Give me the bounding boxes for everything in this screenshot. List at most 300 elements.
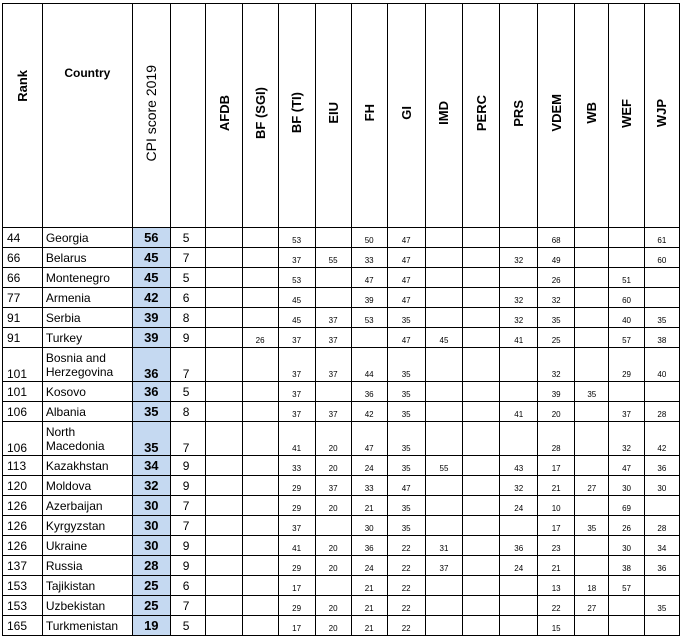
country-cell: Georgia bbox=[42, 228, 132, 248]
source-score-cell bbox=[500, 348, 538, 382]
cpi-score-cell: 32 bbox=[132, 476, 170, 496]
header-rank: Rank bbox=[3, 4, 43, 228]
cpi-score-cell: 34 bbox=[132, 456, 170, 476]
source-score-cell: 29 bbox=[278, 556, 315, 576]
header-source-wef: WEF bbox=[609, 4, 644, 228]
country-cell: Kosovo bbox=[42, 382, 132, 402]
source-score-cell bbox=[242, 248, 278, 268]
source-score-cell: 37 bbox=[278, 328, 315, 348]
source-score-cell: 39 bbox=[538, 382, 575, 402]
source-score-cell: 35 bbox=[387, 348, 425, 382]
table-row bbox=[3, 248, 680, 268]
cpi-score-cell: 39 bbox=[132, 328, 170, 348]
source-score-cell bbox=[463, 536, 500, 556]
country-cell: Ukraine bbox=[42, 536, 132, 556]
source-score-cell: 32 bbox=[500, 248, 538, 268]
number-of-sources-cell: 6 bbox=[170, 576, 206, 596]
source-score-cell: 47 bbox=[387, 476, 425, 496]
source-score-cell bbox=[242, 228, 278, 248]
source-score-cell: 40 bbox=[609, 308, 644, 328]
table-row bbox=[3, 308, 680, 328]
number-of-sources-cell: 5 bbox=[170, 616, 206, 636]
source-score-cell: 22 bbox=[538, 596, 575, 616]
source-score-cell: 28 bbox=[644, 516, 679, 536]
source-score-cell: 35 bbox=[644, 308, 679, 328]
source-score-cell: 10 bbox=[538, 496, 575, 516]
source-score-cell: 24 bbox=[500, 496, 538, 516]
source-score-cell bbox=[463, 288, 500, 308]
source-score-cell bbox=[242, 556, 278, 576]
source-score-cell: 24 bbox=[500, 556, 538, 576]
source-score-cell bbox=[425, 248, 463, 268]
source-score-cell bbox=[644, 382, 679, 402]
source-score-cell bbox=[575, 348, 609, 382]
source-score-cell: 39 bbox=[351, 288, 387, 308]
source-score-cell bbox=[242, 422, 278, 456]
source-score-cell bbox=[206, 288, 242, 308]
source-score-cell bbox=[242, 496, 278, 516]
source-score-cell: 32 bbox=[500, 288, 538, 308]
source-score-cell: 37 bbox=[315, 402, 351, 422]
source-score-cell: 30 bbox=[644, 476, 679, 496]
number-of-sources-cell: 5 bbox=[170, 382, 206, 402]
source-score-cell bbox=[500, 516, 538, 536]
number-of-sources-cell: 6 bbox=[170, 288, 206, 308]
table-row bbox=[3, 556, 680, 576]
source-score-cell bbox=[425, 228, 463, 248]
source-score-cell bbox=[206, 308, 242, 328]
rank-cell: 91 bbox=[3, 328, 43, 348]
source-score-cell: 32 bbox=[500, 476, 538, 496]
country-cell: Albania bbox=[42, 402, 132, 422]
table-row bbox=[3, 596, 680, 616]
source-score-cell bbox=[206, 348, 242, 382]
source-score-cell bbox=[500, 616, 538, 636]
source-score-cell: 47 bbox=[387, 268, 425, 288]
source-score-cell bbox=[425, 516, 463, 536]
source-score-cell: 37 bbox=[278, 382, 315, 402]
source-score-cell bbox=[463, 402, 500, 422]
source-score-cell: 35 bbox=[387, 382, 425, 402]
source-score-cell bbox=[644, 268, 679, 288]
source-score-cell: 18 bbox=[575, 576, 609, 596]
source-score-cell bbox=[242, 348, 278, 382]
source-score-cell: 30 bbox=[609, 476, 644, 496]
table-row bbox=[3, 456, 680, 476]
country-cell: Kyrgyzstan bbox=[42, 516, 132, 536]
table-row bbox=[3, 228, 680, 248]
source-score-cell: 22 bbox=[387, 616, 425, 636]
rank-cell: 153 bbox=[3, 596, 43, 616]
source-score-cell bbox=[206, 536, 242, 556]
source-score-cell: 23 bbox=[538, 536, 575, 556]
number-of-sources-cell: 7 bbox=[170, 596, 206, 616]
source-score-cell bbox=[315, 228, 351, 248]
source-score-cell bbox=[575, 496, 609, 516]
source-score-cell bbox=[575, 288, 609, 308]
source-score-cell: 20 bbox=[315, 616, 351, 636]
source-score-cell: 22 bbox=[387, 596, 425, 616]
source-score-cell: 20 bbox=[315, 496, 351, 516]
table-row bbox=[3, 402, 680, 422]
source-score-cell bbox=[644, 496, 679, 516]
source-score-cell: 25 bbox=[538, 328, 575, 348]
source-score-cell: 35 bbox=[387, 456, 425, 476]
rank-cell: 77 bbox=[3, 288, 43, 308]
source-score-cell: 21 bbox=[538, 476, 575, 496]
source-score-cell: 33 bbox=[278, 456, 315, 476]
source-score-cell bbox=[206, 268, 242, 288]
source-score-cell: 15 bbox=[538, 616, 575, 636]
source-score-cell bbox=[242, 268, 278, 288]
table-row bbox=[3, 616, 680, 636]
rank-cell: 126 bbox=[3, 536, 43, 556]
source-score-cell: 35 bbox=[644, 596, 679, 616]
source-score-cell: 20 bbox=[315, 556, 351, 576]
number-of-sources-cell: 7 bbox=[170, 496, 206, 516]
source-score-cell: 49 bbox=[538, 248, 575, 268]
source-score-cell: 37 bbox=[315, 328, 351, 348]
source-score-cell: 38 bbox=[644, 328, 679, 348]
source-score-cell: 42 bbox=[351, 402, 387, 422]
source-score-cell bbox=[609, 248, 644, 268]
rank-cell: 91 bbox=[3, 308, 43, 328]
cpi-score-cell: 30 bbox=[132, 536, 170, 556]
source-score-cell bbox=[463, 268, 500, 288]
source-score-cell: 35 bbox=[387, 496, 425, 516]
source-score-cell bbox=[242, 576, 278, 596]
source-score-cell bbox=[242, 456, 278, 476]
source-score-cell bbox=[425, 576, 463, 596]
source-score-cell: 22 bbox=[387, 536, 425, 556]
number-of-sources-cell: 9 bbox=[170, 456, 206, 476]
table-row bbox=[3, 516, 680, 536]
header-source-prs: PRS bbox=[500, 4, 538, 228]
source-score-cell bbox=[463, 348, 500, 382]
rank-cell: 44 bbox=[3, 228, 43, 248]
cpi-score-cell: 28 bbox=[132, 556, 170, 576]
source-score-cell: 26 bbox=[242, 328, 278, 348]
source-score-cell bbox=[500, 382, 538, 402]
rank-cell: 101 bbox=[3, 382, 43, 402]
country-cell: Tajikistan bbox=[42, 576, 132, 596]
source-score-cell: 47 bbox=[387, 288, 425, 308]
country-cell: Uzbekistan bbox=[42, 596, 132, 616]
number-of-sources-cell: 9 bbox=[170, 328, 206, 348]
cpi-score-cell: 25 bbox=[132, 576, 170, 596]
source-score-cell: 29 bbox=[278, 476, 315, 496]
cpi-score-cell: 42 bbox=[132, 288, 170, 308]
source-score-cell: 28 bbox=[644, 402, 679, 422]
source-score-cell: 57 bbox=[609, 576, 644, 596]
source-score-cell: 38 bbox=[609, 556, 644, 576]
source-score-cell: 33 bbox=[351, 476, 387, 496]
country-cell: Kazakhstan bbox=[42, 456, 132, 476]
source-score-cell bbox=[425, 308, 463, 328]
source-score-cell bbox=[242, 596, 278, 616]
source-score-cell bbox=[463, 596, 500, 616]
cpi-score-cell: 45 bbox=[132, 248, 170, 268]
source-score-cell: 17 bbox=[538, 456, 575, 476]
source-score-cell: 37 bbox=[278, 348, 315, 382]
source-score-cell: 21 bbox=[351, 596, 387, 616]
source-score-cell bbox=[575, 402, 609, 422]
source-score-cell: 44 bbox=[351, 348, 387, 382]
source-score-cell bbox=[463, 616, 500, 636]
source-score-cell bbox=[575, 248, 609, 268]
source-score-cell: 60 bbox=[644, 248, 679, 268]
source-score-cell bbox=[463, 556, 500, 576]
source-score-cell bbox=[463, 422, 500, 456]
source-score-cell: 47 bbox=[351, 268, 387, 288]
source-score-cell bbox=[242, 516, 278, 536]
rank-cell: 113 bbox=[3, 456, 43, 476]
country-cell: Azerbaijan bbox=[42, 496, 132, 516]
source-score-cell bbox=[609, 596, 644, 616]
source-score-cell bbox=[351, 328, 387, 348]
source-score-cell bbox=[575, 536, 609, 556]
table-row bbox=[3, 476, 680, 496]
number-of-sources-cell: 7 bbox=[170, 422, 206, 456]
source-score-cell bbox=[206, 476, 242, 496]
source-score-cell: 20 bbox=[315, 536, 351, 556]
source-score-cell: 30 bbox=[351, 516, 387, 536]
number-of-sources-cell: 8 bbox=[170, 402, 206, 422]
source-score-cell bbox=[206, 576, 242, 596]
source-score-cell bbox=[575, 556, 609, 576]
cpi-score-cell: 36 bbox=[132, 348, 170, 382]
table-row bbox=[3, 328, 680, 348]
source-score-cell: 37 bbox=[425, 556, 463, 576]
source-score-cell: 53 bbox=[278, 228, 315, 248]
source-score-cell bbox=[315, 516, 351, 536]
rank-cell: 137 bbox=[3, 556, 43, 576]
source-score-cell: 47 bbox=[387, 248, 425, 268]
source-score-cell: 36 bbox=[351, 536, 387, 556]
source-score-cell: 24 bbox=[351, 556, 387, 576]
source-score-cell: 47 bbox=[609, 456, 644, 476]
source-score-cell: 31 bbox=[425, 536, 463, 556]
source-score-cell bbox=[609, 228, 644, 248]
source-score-cell: 55 bbox=[425, 456, 463, 476]
header-source-fh: FH bbox=[351, 4, 387, 228]
table-row bbox=[3, 382, 680, 402]
cpi-score-cell: 35 bbox=[132, 422, 170, 456]
rank-cell: 126 bbox=[3, 496, 43, 516]
source-score-cell: 35 bbox=[387, 308, 425, 328]
source-score-cell bbox=[500, 268, 538, 288]
number-of-sources-cell: 9 bbox=[170, 536, 206, 556]
source-score-cell: 21 bbox=[351, 616, 387, 636]
source-score-cell bbox=[425, 268, 463, 288]
source-score-cell bbox=[463, 308, 500, 328]
source-score-cell: 34 bbox=[644, 536, 679, 556]
source-score-cell bbox=[315, 382, 351, 402]
source-score-cell: 53 bbox=[278, 268, 315, 288]
header-source-wb: WB bbox=[575, 4, 609, 228]
source-score-cell: 55 bbox=[315, 248, 351, 268]
source-score-cell bbox=[242, 382, 278, 402]
source-score-cell: 20 bbox=[315, 422, 351, 456]
source-score-cell: 13 bbox=[538, 576, 575, 596]
country-cell: Bosnia and Herzegovina bbox=[42, 348, 132, 382]
source-score-cell: 17 bbox=[538, 516, 575, 536]
source-score-cell: 45 bbox=[278, 308, 315, 328]
source-score-cell bbox=[206, 616, 242, 636]
source-score-cell bbox=[242, 616, 278, 636]
source-score-cell: 20 bbox=[315, 456, 351, 476]
source-score-cell bbox=[425, 348, 463, 382]
country-cell: Moldova bbox=[42, 476, 132, 496]
header-number-of-sources bbox=[170, 4, 206, 228]
source-score-cell: 47 bbox=[387, 228, 425, 248]
source-score-cell: 57 bbox=[609, 328, 644, 348]
source-score-cell bbox=[463, 576, 500, 596]
source-score-cell bbox=[500, 576, 538, 596]
source-score-cell bbox=[609, 382, 644, 402]
source-score-cell: 32 bbox=[538, 288, 575, 308]
cpi-score-cell: 36 bbox=[132, 382, 170, 402]
source-score-cell bbox=[425, 382, 463, 402]
source-score-cell: 37 bbox=[315, 476, 351, 496]
table-row bbox=[3, 288, 680, 308]
source-score-cell: 51 bbox=[609, 268, 644, 288]
source-score-cell bbox=[242, 536, 278, 556]
source-score-cell: 41 bbox=[500, 402, 538, 422]
rank-cell: 165 bbox=[3, 616, 43, 636]
rank-cell: 66 bbox=[3, 268, 43, 288]
source-score-cell bbox=[315, 288, 351, 308]
source-score-cell: 33 bbox=[351, 248, 387, 268]
header-row bbox=[3, 4, 680, 228]
country-cell: Belarus bbox=[42, 248, 132, 268]
source-score-cell bbox=[425, 288, 463, 308]
country-cell: North Macedonia bbox=[42, 422, 132, 456]
source-score-cell: 41 bbox=[278, 422, 315, 456]
country-cell: Turkmenistan bbox=[42, 616, 132, 636]
header-source-afdb: AFDB bbox=[206, 4, 242, 228]
rank-cell: 101 bbox=[3, 348, 43, 382]
cpi-table bbox=[2, 3, 680, 636]
header-source-vdem: VDEM bbox=[538, 4, 575, 228]
cpi-score-cell: 56 bbox=[132, 228, 170, 248]
source-score-cell: 26 bbox=[538, 268, 575, 288]
source-score-cell: 47 bbox=[387, 328, 425, 348]
cpi-score-cell: 39 bbox=[132, 308, 170, 328]
header-source-bf-sgi: BF (SGI) bbox=[242, 4, 278, 228]
country-cell: Turkey bbox=[42, 328, 132, 348]
source-score-cell bbox=[500, 228, 538, 248]
country-cell: Armenia bbox=[42, 288, 132, 308]
source-score-cell bbox=[575, 328, 609, 348]
source-score-cell bbox=[575, 616, 609, 636]
source-score-cell bbox=[463, 516, 500, 536]
source-score-cell: 36 bbox=[500, 536, 538, 556]
source-score-cell: 24 bbox=[351, 456, 387, 476]
table-row bbox=[3, 348, 680, 382]
source-score-cell: 35 bbox=[387, 422, 425, 456]
source-score-cell: 41 bbox=[278, 536, 315, 556]
header-source-bf-ti: BF (TI) bbox=[278, 4, 315, 228]
source-score-cell: 50 bbox=[351, 228, 387, 248]
cpi-score-cell: 30 bbox=[132, 516, 170, 536]
source-score-cell bbox=[463, 328, 500, 348]
source-score-cell: 61 bbox=[644, 228, 679, 248]
source-score-cell: 37 bbox=[315, 308, 351, 328]
source-score-cell: 20 bbox=[538, 402, 575, 422]
source-score-cell bbox=[575, 268, 609, 288]
source-score-cell bbox=[242, 288, 278, 308]
source-score-cell bbox=[242, 476, 278, 496]
source-score-cell bbox=[206, 228, 242, 248]
cpi-score-cell: 30 bbox=[132, 496, 170, 516]
table-body bbox=[3, 228, 680, 636]
source-score-cell bbox=[206, 496, 242, 516]
source-score-cell bbox=[206, 248, 242, 268]
source-score-cell: 37 bbox=[278, 248, 315, 268]
source-score-cell bbox=[575, 308, 609, 328]
table-row bbox=[3, 268, 680, 288]
source-score-cell bbox=[463, 228, 500, 248]
source-score-cell bbox=[463, 476, 500, 496]
source-score-cell: 42 bbox=[644, 422, 679, 456]
number-of-sources-cell: 7 bbox=[170, 248, 206, 268]
number-of-sources-cell: 9 bbox=[170, 476, 206, 496]
header-source-perc: PERC bbox=[463, 4, 500, 228]
source-score-cell bbox=[242, 402, 278, 422]
source-score-cell bbox=[575, 422, 609, 456]
source-score-cell bbox=[425, 402, 463, 422]
source-score-cell: 69 bbox=[609, 496, 644, 516]
source-score-cell: 37 bbox=[278, 516, 315, 536]
table-row bbox=[3, 496, 680, 516]
source-score-cell bbox=[463, 382, 500, 402]
source-score-cell: 32 bbox=[500, 308, 538, 328]
source-score-cell: 37 bbox=[315, 348, 351, 382]
table-row bbox=[3, 576, 680, 596]
number-of-sources-cell: 7 bbox=[170, 516, 206, 536]
number-of-sources-cell: 8 bbox=[170, 308, 206, 328]
country-cell: Serbia bbox=[42, 308, 132, 328]
source-score-cell bbox=[644, 616, 679, 636]
rank-cell: 153 bbox=[3, 576, 43, 596]
source-score-cell bbox=[206, 382, 242, 402]
source-score-cell bbox=[425, 476, 463, 496]
source-score-cell: 43 bbox=[500, 456, 538, 476]
source-score-cell: 37 bbox=[609, 402, 644, 422]
number-of-sources-cell: 5 bbox=[170, 228, 206, 248]
source-score-cell: 22 bbox=[387, 556, 425, 576]
source-score-cell: 35 bbox=[387, 516, 425, 536]
rank-cell: 106 bbox=[3, 402, 43, 422]
rank-cell: 126 bbox=[3, 516, 43, 536]
source-score-cell bbox=[425, 422, 463, 456]
source-score-cell: 35 bbox=[575, 382, 609, 402]
source-score-cell: 41 bbox=[500, 328, 538, 348]
source-score-cell: 32 bbox=[538, 348, 575, 382]
source-score-cell: 47 bbox=[351, 422, 387, 456]
source-score-cell: 29 bbox=[609, 348, 644, 382]
source-score-cell: 36 bbox=[644, 556, 679, 576]
source-score-cell: 53 bbox=[351, 308, 387, 328]
header-source-gi: GI bbox=[387, 4, 425, 228]
source-score-cell: 27 bbox=[575, 596, 609, 616]
source-score-cell bbox=[463, 496, 500, 516]
source-score-cell bbox=[425, 616, 463, 636]
rank-cell: 120 bbox=[3, 476, 43, 496]
table-row bbox=[3, 422, 680, 456]
source-score-cell: 21 bbox=[538, 556, 575, 576]
